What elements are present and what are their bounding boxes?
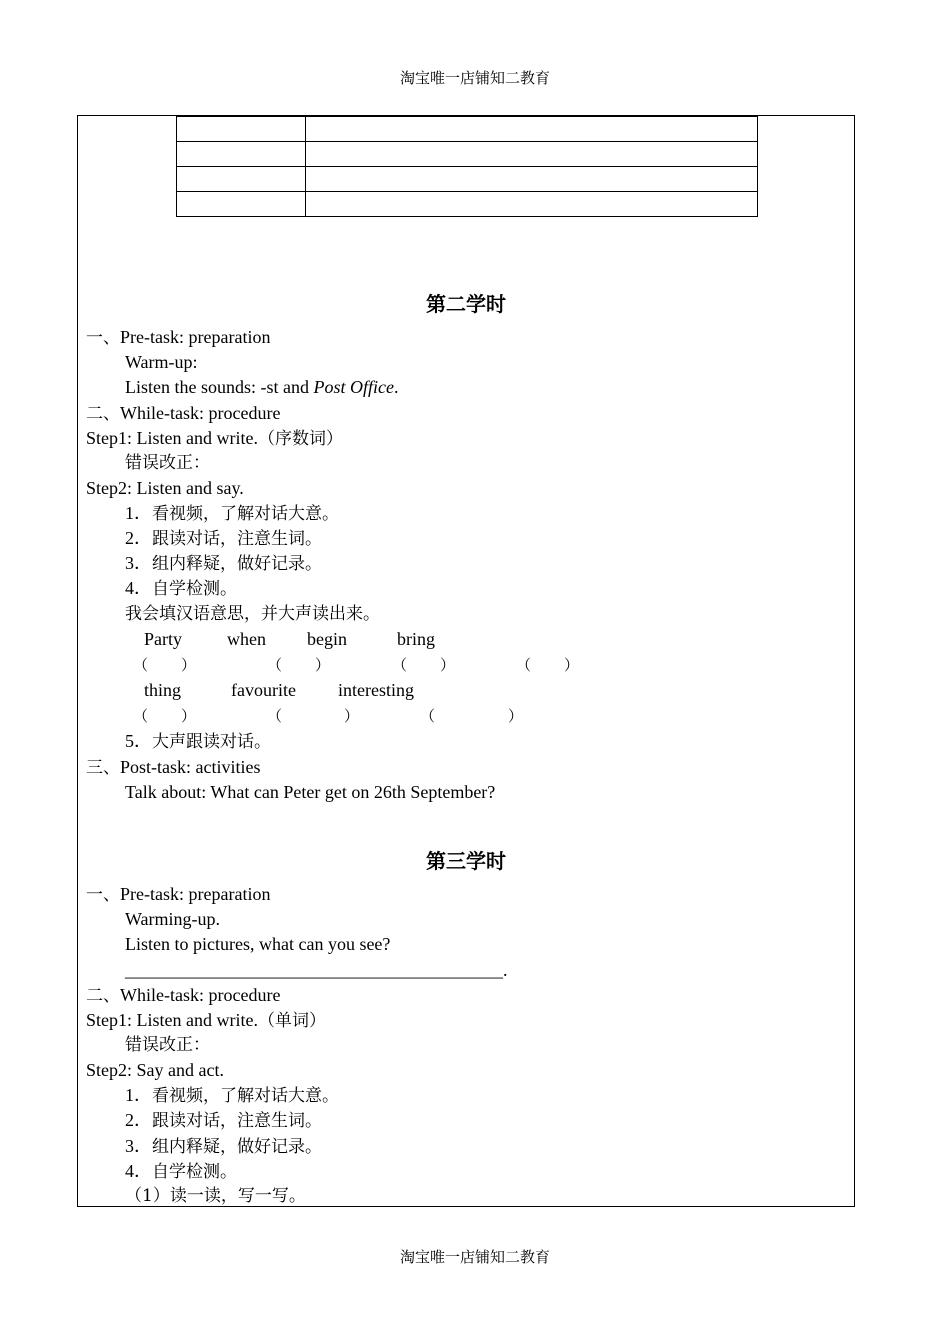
lesson2-correction: 错误改正： bbox=[125, 453, 210, 473]
lesson3-while-task: 二、While-task: procedure bbox=[86, 985, 281, 1006]
answer-paren-close: ） bbox=[344, 707, 360, 725]
lesson3-sub-item: （1）读一读，写一写。 bbox=[125, 1186, 306, 1206]
lesson3-pre-task: 一、Pre-task: preparation bbox=[86, 884, 271, 905]
vocab-word: interesting bbox=[338, 680, 414, 700]
content-frame bbox=[77, 115, 855, 1207]
list-item: 3．组内释疑，做好记录。 bbox=[125, 553, 322, 574]
answer-paren-open: （ bbox=[392, 656, 408, 674]
table-cell bbox=[177, 142, 306, 167]
list-item: 5．大声跟读对话。 bbox=[125, 731, 271, 752]
vocab-word: bring bbox=[397, 629, 435, 649]
vocab-word: begin bbox=[307, 629, 347, 649]
table-cell bbox=[177, 192, 306, 217]
table-cell bbox=[177, 167, 306, 192]
table-cell bbox=[306, 117, 758, 142]
answer-paren-open: （ bbox=[420, 707, 436, 725]
list-item: 1．看视频，了解对话大意。 bbox=[125, 1085, 339, 1106]
vocab-word: Party bbox=[144, 629, 182, 649]
answer-paren-open: （ bbox=[516, 656, 532, 674]
vocab-word: thing bbox=[144, 680, 182, 700]
lesson2-pre-task: 一、Pre-task: preparation bbox=[86, 327, 271, 348]
vocab-word: when bbox=[227, 629, 266, 649]
answer-paren-close: ） bbox=[315, 656, 331, 674]
table-row bbox=[177, 192, 758, 217]
answer-paren-open: （ bbox=[133, 656, 149, 674]
page-footer: 淘宝唯一店铺知二教育 bbox=[399, 1248, 550, 1266]
lesson3-correction: 错误改正： bbox=[125, 1035, 210, 1055]
list-item: 4．自学检测。 bbox=[125, 578, 237, 599]
answer-paren-close: ） bbox=[564, 656, 580, 674]
lesson3-step2: Step2: Say and act. bbox=[86, 1060, 224, 1080]
answer-paren-open: （ bbox=[267, 707, 283, 725]
answer-paren-close: ） bbox=[181, 656, 197, 674]
answer-paren-open: （ bbox=[267, 656, 283, 674]
list-item: 2．跟读对话，注意生词。 bbox=[125, 1110, 322, 1131]
lesson2-listen-sounds: Listen the sounds: -st and Post Office. bbox=[125, 377, 399, 397]
lesson2-warm-up: Warm-up: bbox=[125, 352, 198, 372]
table-cell bbox=[306, 192, 758, 217]
table-cell bbox=[306, 142, 758, 167]
vocab-word: favourite bbox=[231, 680, 296, 700]
list-item: 2．跟读对话，注意生词。 bbox=[125, 528, 322, 549]
table-row bbox=[177, 117, 758, 142]
blank-table bbox=[176, 116, 758, 217]
page-header: 淘宝唯一店铺知二教育 bbox=[399, 69, 550, 87]
lesson3-listen: Listen to pictures, what can you see? bbox=[125, 934, 391, 954]
table-cell bbox=[306, 167, 758, 192]
lesson3-title: 第三学时 bbox=[426, 849, 506, 873]
lesson2-step1: Step1: Listen and write.（序数词） bbox=[86, 428, 343, 449]
answer-paren-close: ） bbox=[440, 656, 456, 674]
lesson2-step2: Step2: Listen and say. bbox=[86, 478, 244, 498]
lesson2-fill-prompt: 我会填汉语意思，并大声读出来。 bbox=[125, 604, 380, 624]
list-item: 4．自学检测。 bbox=[125, 1161, 237, 1182]
lesson3-warm-up: Warming-up. bbox=[125, 909, 221, 929]
table-row bbox=[177, 167, 758, 192]
table-cell bbox=[177, 117, 306, 142]
answer-paren-close: ） bbox=[508, 707, 524, 725]
lesson3-answer-line: __________________________________________. bbox=[125, 960, 508, 980]
lesson2-title: 第二学时 bbox=[426, 292, 506, 316]
list-item: 3．组内释疑，做好记录。 bbox=[125, 1136, 322, 1157]
lesson3-step1: Step1: Listen and write.（单词） bbox=[86, 1010, 326, 1031]
lesson2-talk-about: Talk about: What can Peter get on 26th September? bbox=[125, 782, 496, 802]
answer-paren-open: （ bbox=[133, 707, 149, 725]
answer-paren-close: ） bbox=[181, 707, 197, 725]
lesson2-while-task: 二、While-task: procedure bbox=[86, 403, 281, 424]
list-item: 1．看视频，了解对话大意。 bbox=[125, 503, 339, 524]
table-row bbox=[177, 142, 758, 167]
lesson2-post-task: 三、Post-task: activities bbox=[86, 757, 261, 778]
